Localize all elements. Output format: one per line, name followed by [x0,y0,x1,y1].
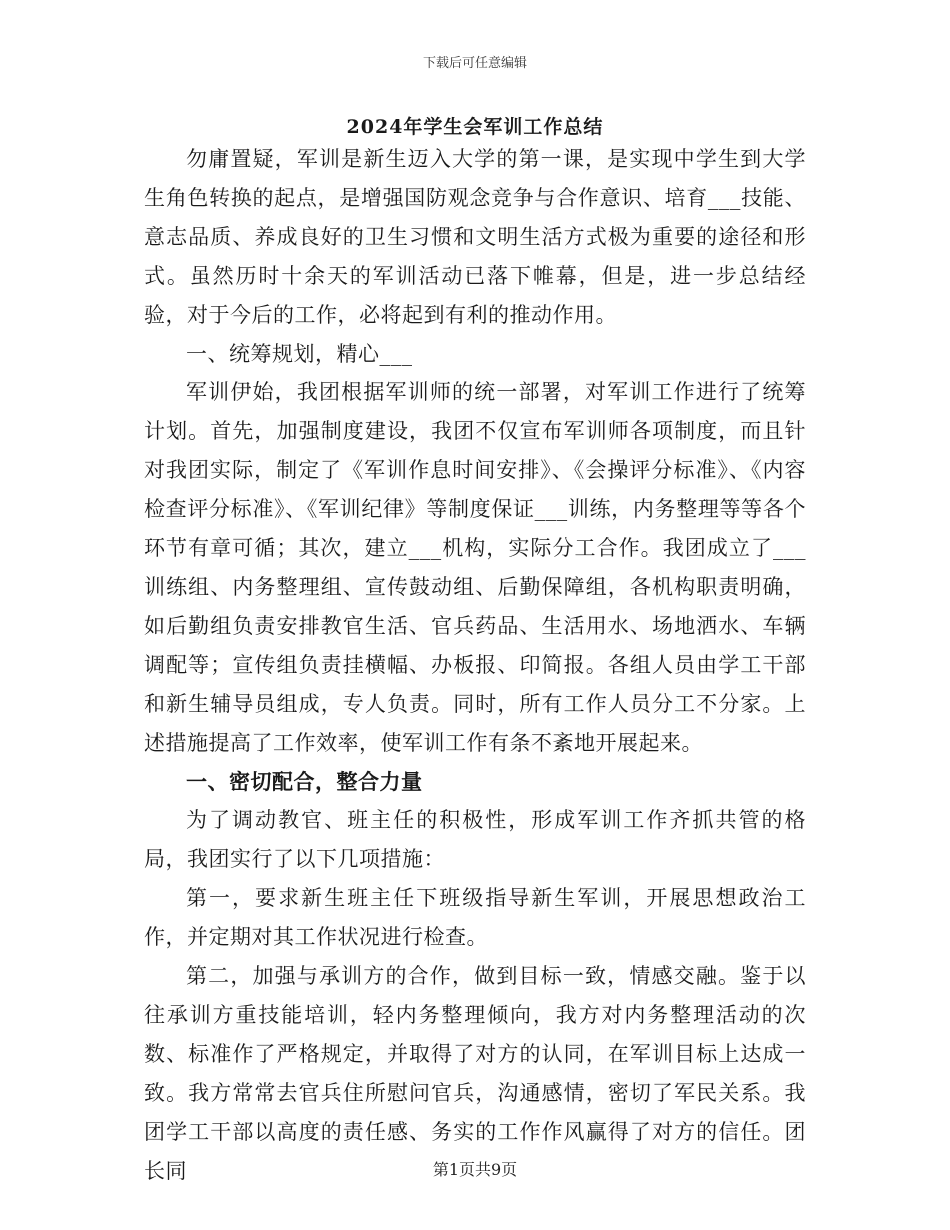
paragraph-measure-first: 第一，要求新生班主任下班级指导新生军训，开展思想政治工作，并定期对其工作状况进行检查。 [144,886,806,950]
paragraph-cooperation-intro: 为了调动教官、班主任的积极性，形成军训工作齐抓共管的格局，我团实行了以下几项措施： [144,808,806,872]
document-body [144,140,806,1190]
document-title: 2024年学生会军训工作总结 [346,116,604,138]
paragraph-intro: 勿庸置疑，军训是新生迈入大学的第一课，是实现中学生到大学生角色转换的起点，是增强国防观念竞争与合作意识、培育___技能、意志品质、养成良好的卫生习惯和文明生活方式极为重要的途径和形式。虽然历时十余天的军训活动已落下帷幕，但是，进一步总结经验，对于今后的工作，必将起到有利的推动作用。 [144,147,806,327]
page-footer-indicator: 第1页共9页 [432,1160,518,1179]
paragraph-planning: 军训伊始，我团根据军训师的统一部署，对军训工作进行了统筹计划。首先，加强制度建设，我团不仅宣布军训师各项制度，而且针对我团实际，制定了《军训作息时间安排》、《会操评分标准》、《内容检查评分标准》、《军训纪律》等制度保证___训练，内务整理等等各个环节有章可循；其次，建立___机构，实际分工合作。我团成立了___训练组、内务整理组、宣传鼓动组、后勤保障组，各机构职责明确，如后勤组负责安排教官生活、官兵药品、生活用水、场地洒水、车辆调配等；宣传组负责挂横幅、办板报、印简报。各组人员由学工干部和新生辅导员组成，专人负责。同时，所有工作人员分工不分家。上述措施提高了工作效率，使军训工作有条不紊地开展起来。 [144,380,806,755]
page-header-note: 下载后可任意编辑 [422,56,527,71]
section-heading-cooperation: 一、密切配合，整合力量 [186,768,423,794]
section-heading-planning: 一、统筹规划，精心___ [186,341,413,366]
paragraph-measure-second: 第二，加强与承训方的合作，做到目标一致，情感交融。鉴于以往承训方重技能培训，轻内务整理倾向，我方对内务整理活动的次数、标准作了严格规定，并取得了对方的认同，在军训目标上达成一致。我方常常去官兵住所慰问官兵，沟通感情，密切了军民关系。我团学工干部以高度的责任感、务实的工作作风赢得了对方的信任。团长同 [144,964,806,1183]
